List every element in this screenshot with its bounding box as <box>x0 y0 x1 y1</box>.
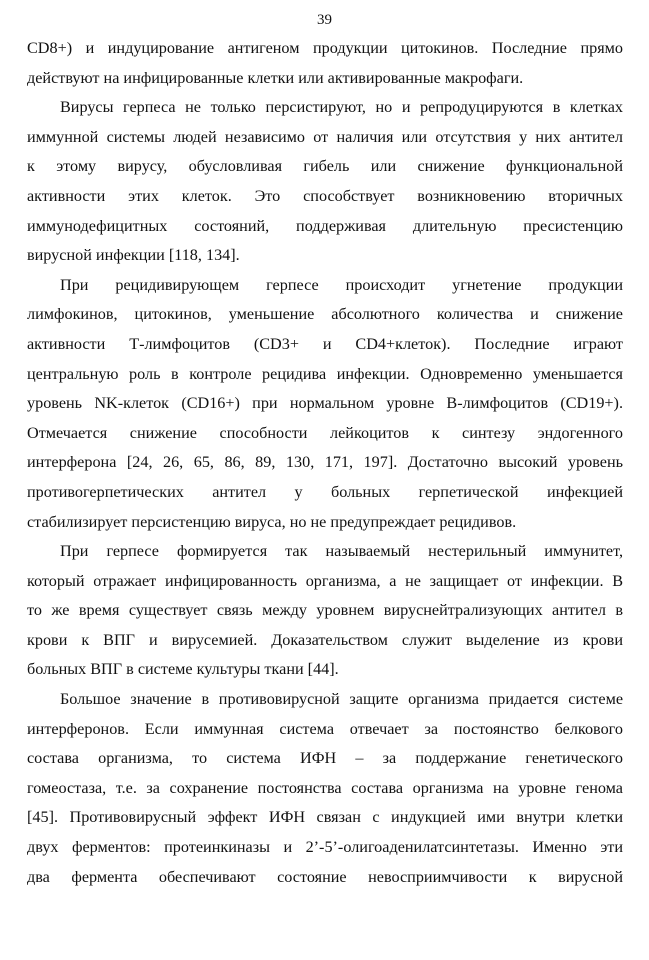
text-line: к этому вирусу, обусловливая гибель или снижение функциональной <box>27 157 623 176</box>
text-line: активности Т-лимфоцитов (CD3+ и CD4+клеток). Последние играют <box>27 334 623 353</box>
text-line: иммунодефицитных состояний, поддерживая длительную пресистенцию <box>27 216 623 235</box>
text-line: Большое значение в противовирусной защите организма придается системе <box>60 690 623 709</box>
text-line: Отмечается снижение способности лейкоцитов к синтезу эндогенного <box>27 423 623 442</box>
text-line: вирусной инфекции [118, 134]. <box>27 246 240 265</box>
text-line: Вирусы герпеса не только персистируют, но и репродуцируются в клетках <box>60 98 623 117</box>
text-line: действуют на инфицированные клетки или активированные макрофаги. <box>27 68 524 87</box>
page-number: 39 <box>317 12 332 28</box>
text-line: то же время существует связь между уровнем вируснейтрализующих антител в <box>27 601 623 620</box>
text-line: состава организма, то система ИФН – за поддержание генетического <box>27 749 623 768</box>
text-line: интерферонов. Если иммунная система отвечает за постоянство белкового <box>27 719 623 738</box>
text-line: гомеостаза, т.е. за сохранение постоянства состава организма на уровне генома <box>27 778 623 797</box>
text-line: При герпесе формируется так называемый нестерильный иммунитет, <box>60 542 623 561</box>
text-line: лимфокинов, цитокинов, уменьшение абсолютного количества и снижение <box>27 305 623 324</box>
text-line: два фермента обеспечивают состояние невосприимчивости к вирусной <box>27 867 623 886</box>
body-text <box>27 34 623 892</box>
text-line: иммунной системы людей независимо от наличия или отсутствия у них антител <box>27 127 623 146</box>
text-line: двух ферментов: протеинкиназы и 2’-5’-олигоаденилатсинтетазы. Именно эти <box>27 838 623 857</box>
text-line: крови к ВПГ и вирусемией. Доказательством служит выделение из крови <box>27 630 623 649</box>
text-line: который отражает инфицированность организма, а не защищает от инфекции. В <box>27 571 623 590</box>
text-line: больных ВПГ в системе культуры ткани [44]. <box>27 660 339 679</box>
text-line: интерферона [24, 26, 65, 86, 89, 130, 171, 197]. Достаточно высокий уровень <box>27 453 623 472</box>
text-line: активности этих клеток. Это способствует возникновению вторичных <box>27 186 623 205</box>
text-line: уровень NK-клеток (CD16+) при нормальном уровне В-лимфоцитов (CD19+). <box>27 394 623 413</box>
text-line: противогерпетических антител у больных герпетической инфекцией <box>27 482 623 501</box>
text-line: При рецидивирующем герпесе происходит угнетение продукции <box>60 275 623 294</box>
text-line: стабилизирует персистенцию вируса, но не предупреждает рецидивов. <box>27 512 517 531</box>
text-line: CD8+) и индуцирование антигеном продукции цитокинов. Последние прямо <box>27 39 623 57</box>
text-line: [45]. Противовирусный эффект ИФН связан с индукцией ими внутри клетки <box>27 808 623 827</box>
text-line: центральную роль в контроле рецидива инфекции. Одновременно уменьшается <box>27 364 623 383</box>
